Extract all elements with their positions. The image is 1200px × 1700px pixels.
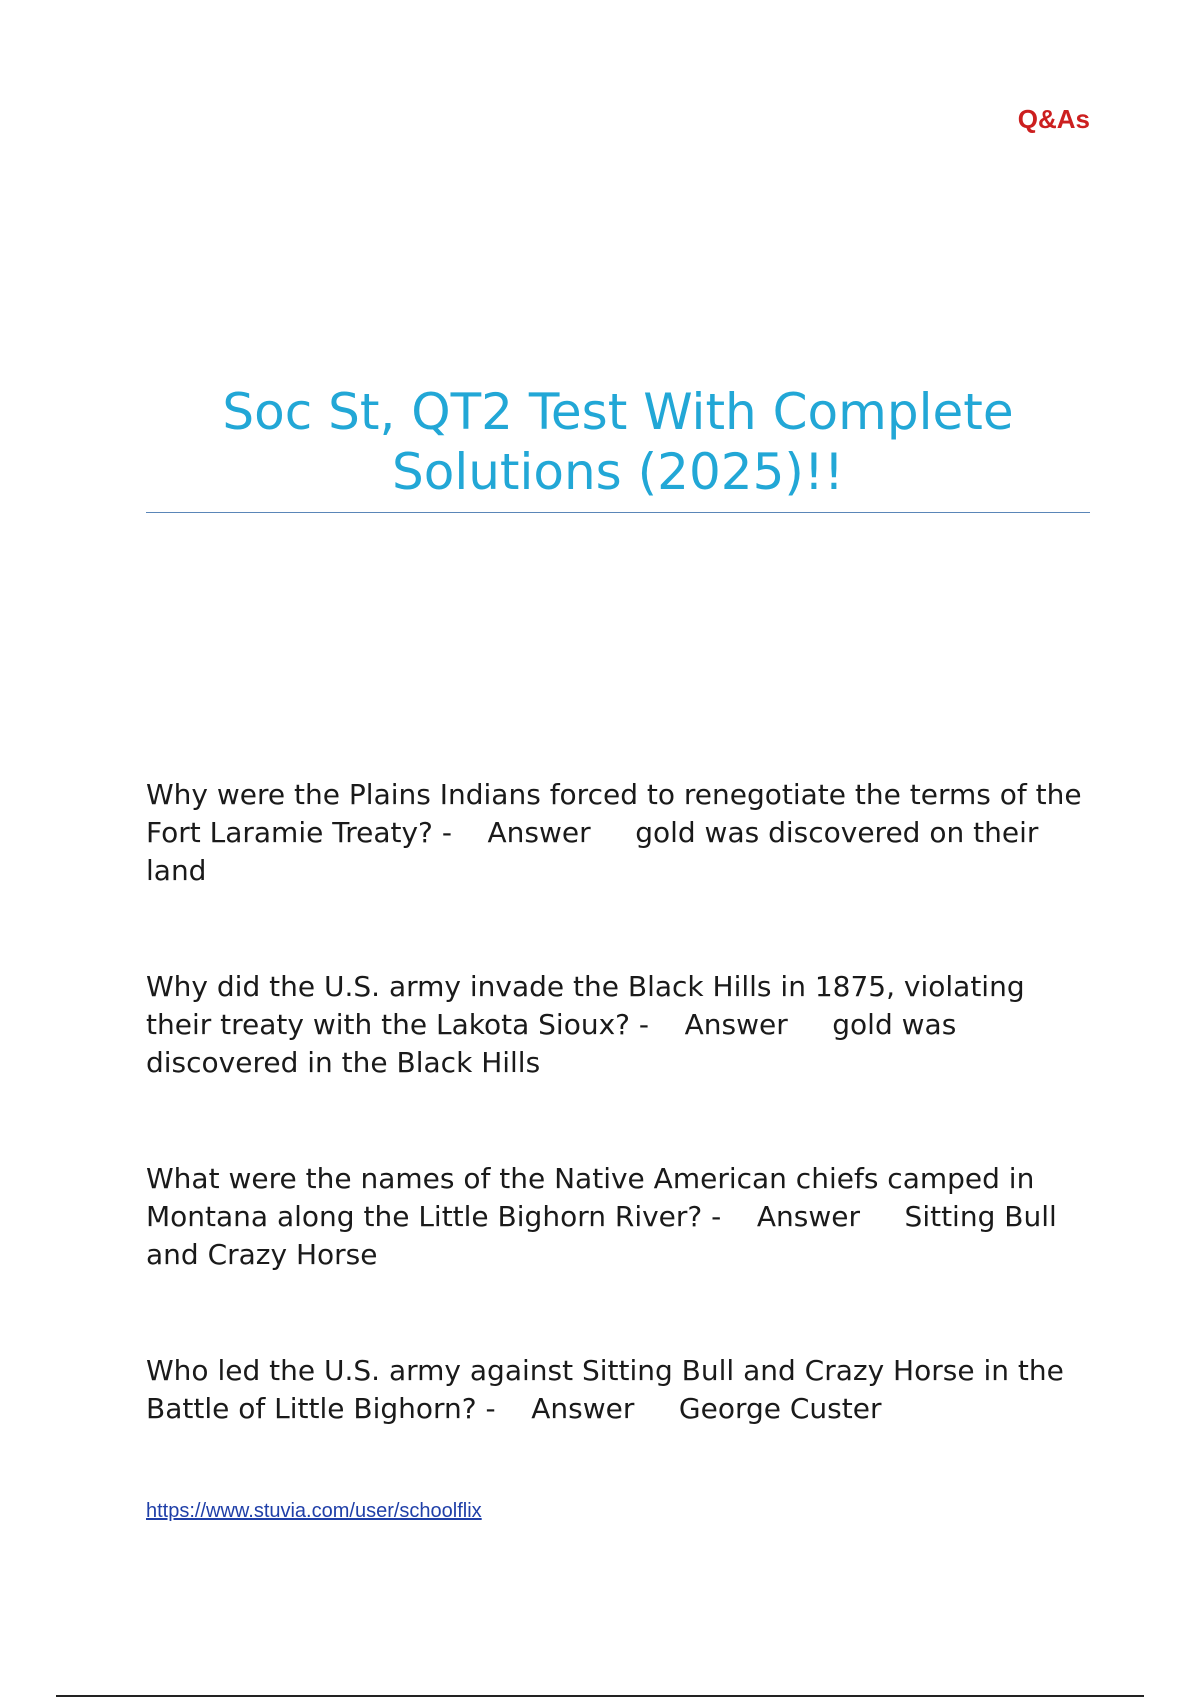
answer-text: gold was discovered on their land — [146, 816, 1039, 887]
document-title: Soc St, QT2 Test With Complete Solutions (2025)!! — [146, 382, 1090, 513]
answer-label: Answer — [487, 816, 591, 849]
question-text: Who led the U.S. army against Sitting Bull and Crazy Horse in the Battle of Little Bighorn? — [146, 1354, 1064, 1425]
answer-text: Sitting Bull and Crazy Horse — [146, 1200, 1057, 1271]
title-block — [146, 382, 1090, 513]
header-tag: Q&As — [1017, 104, 1090, 134]
answer-label: Answer — [684, 1008, 788, 1041]
source-link[interactable]: https://www.stuvia.com/user/schoolflix — [146, 1500, 482, 1522]
answer-text: George Custer — [678, 1392, 882, 1425]
answer-gap — [634, 1392, 679, 1425]
answer-label: Answer — [531, 1392, 635, 1425]
footer-divider — [56, 1695, 1144, 1697]
qa-item — [146, 1160, 1090, 1274]
question-text: Why did the U.S. army invade the Black Hills in 1875, violating their treaty with the Lakota Sioux? — [146, 970, 1025, 1041]
qa-separator: - — [476, 1392, 532, 1425]
qa-separator: - — [630, 1008, 685, 1041]
qa-item — [146, 1352, 1090, 1428]
question-text: Why were the Plains Indians forced to renegotiate the terms of the Fort Laramie Treaty? — [146, 778, 1082, 849]
qa-separator: - — [702, 1200, 757, 1233]
answer-gap — [860, 1200, 905, 1233]
qa-separator: - — [432, 816, 488, 849]
answer-text: gold was discovered in the Black Hills — [146, 1008, 957, 1079]
answer-label: Answer — [756, 1200, 861, 1233]
answer-gap — [591, 816, 636, 849]
question-text: What were the names of the Native American chiefs camped in Montana along the Little Bighorn River? — [146, 1162, 1035, 1233]
qa-list — [146, 776, 1090, 1506]
qa-item — [146, 776, 1090, 890]
answer-gap — [788, 1008, 833, 1041]
qa-item — [146, 968, 1090, 1082]
